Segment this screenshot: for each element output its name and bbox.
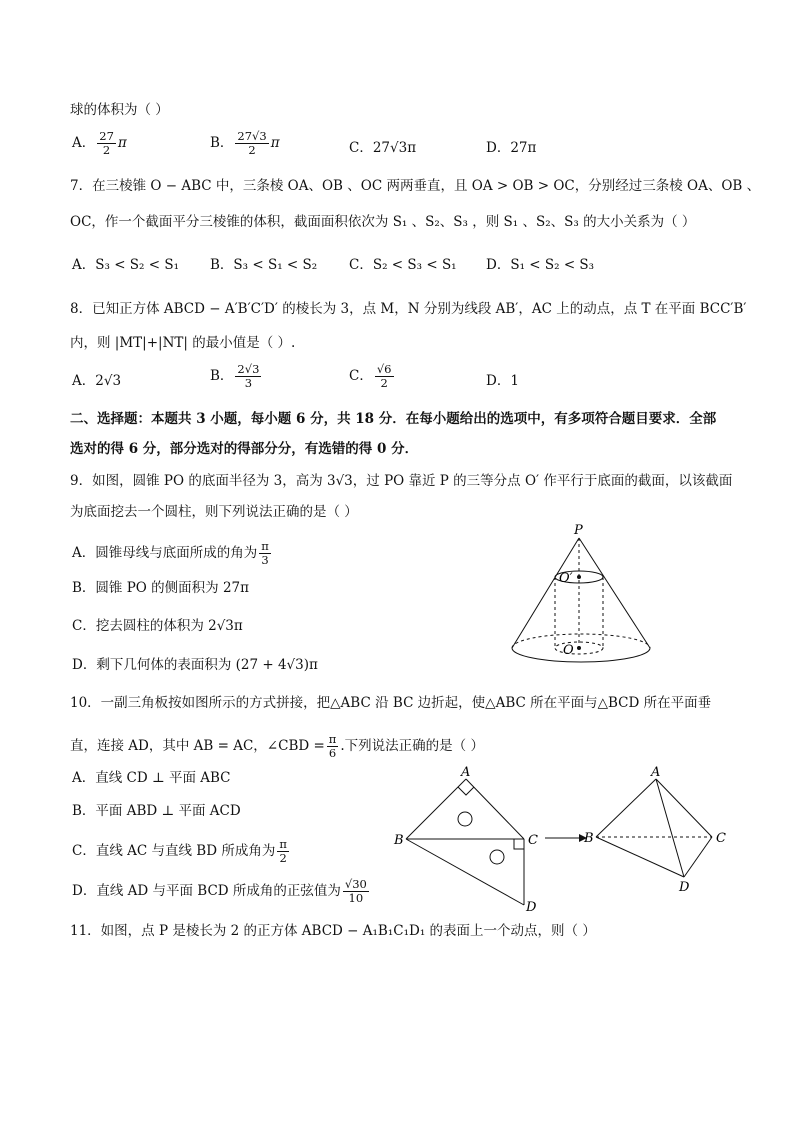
q6-option-a: A． $\frac{27}{2}$ π: [72, 129, 127, 157]
q10-option-a: A．直线 CD ⊥ 平面 ABC: [72, 770, 231, 786]
q6-tail: 球的体积为（ ）: [70, 102, 169, 118]
cone-outline: [512, 538, 650, 662]
q11-line1: 11．如图，点 P 是棱长为 2 的正方体 ABCD − A₁B₁C₁D₁ 的表面上一个动点，则（ ）: [70, 923, 596, 939]
q6-option-c: C．27√3π: [349, 140, 417, 156]
q10-option-d: D．直线 AD 与平面 BCD 所成角的正弦值为 $\frac{√30}{10}$: [72, 877, 367, 905]
q9-line2: 为底面挖去一个圆柱，则下列说法正确的是（ ）: [70, 504, 358, 520]
q7-line2: OC，作一个截面平分三棱锥的体积，截面面积依次为 S₁ 、S₂、S₃ ，则 S₁ 、S₂、S₃ 的大小关系为（ ）: [70, 214, 696, 230]
tet-label-c: C: [716, 831, 726, 846]
q10-line2: 直，连接 AD，其中 AB = AC，∠CBD = $\frac{\pi}{6}$ .下列说法正确的是（ ）: [70, 732, 484, 760]
q8-line1: 8．已知正方体 ABCD − A′B′C′D′ 的棱长为 3，点 M，N 分别为线段 AB′，AC 上的动点，点 T 在平面 BCC′B′: [70, 301, 747, 317]
flat-label-c: C: [528, 833, 538, 848]
fold-arrow-icon: [545, 832, 587, 844]
q6-option-b: B． $\frac{27√3}{2}$ π: [210, 129, 280, 157]
q9-option-d: D．剩下几何体的表面积为 (27 + 4√3)π: [72, 657, 318, 673]
label-o-prime: O′: [559, 571, 573, 586]
flat-label-d: D: [526, 900, 537, 915]
q9-option-b: B．圆锥 PO 的侧面积为 27π: [72, 580, 249, 596]
cylinder-outline: [555, 538, 603, 654]
tet-label-d: D: [679, 880, 690, 895]
tetrahedron-figure: [582, 765, 732, 897]
cone-figure: [500, 520, 670, 680]
tet-label-b: B: [584, 831, 594, 846]
top-center-dot: [577, 575, 581, 579]
q7-line1: 7．在三棱锥 O − ABC 中，三条棱 OA、OB 、OC 两两垂直，且 OA > OB > OC，分别经过三条棱 OA、OB 、: [70, 178, 761, 194]
flat-label-a: A: [461, 765, 471, 780]
q10-option-b: B．平面 ABD ⊥ 平面 ACD: [72, 803, 241, 819]
q8-option-d: D．1: [486, 373, 519, 389]
q7-option-a: A．S₃ < S₂ < S₁: [72, 257, 180, 273]
tet-label-a: A: [651, 765, 661, 780]
q7-option-b: B．S₃ < S₁ < S₂: [210, 257, 318, 273]
q9-option-a: A．圆锥母线与底面所成的角为 $\frac{\pi}{3}$: [72, 539, 269, 567]
bottom-center-dot: [577, 646, 581, 650]
q9-line1: 9．如图，圆锥 PO 的底面半径为 3，高为 3√3，过 PO 靠近 P 的三等分点 O′ 作平行于底面的截面，以该截面: [70, 473, 733, 489]
q8-option-c: C． $\frac{√6}{2}$: [349, 362, 392, 390]
section2-line1: 二、选择题：本题共 3 小题，每小题 6 分，共 18 分．在每小题给出的选项中，有多项符合题目要求．全部: [70, 411, 717, 427]
q10-line1: 10．一副三角板按如图所示的方式拼接，把△ABC 沿 BC 边折起，使△ABC 所在平面与△BCD 所在平面垂: [70, 695, 712, 711]
label-o: O: [563, 643, 574, 658]
q8-option-a: A．2√3: [72, 373, 122, 389]
q10-option-c: C．直线 AC 与直线 BD 所成角为 $\frac{\pi}{2}$: [72, 837, 287, 865]
section2-line2: 选对的得 6 分，部分选对的得部分分，有选错的得 0 分．: [70, 441, 419, 457]
q6-option-d: D．27π: [486, 140, 537, 156]
q7-option-d: D．S₁ < S₂ < S₃: [486, 257, 595, 273]
q7-option-c: C．S₂ < S₃ < S₁: [349, 257, 457, 273]
triangle-board-flat: [390, 765, 550, 915]
flat-label-b: B: [394, 833, 404, 848]
q9-option-c: C．挖去圆柱的体积为 2√3π: [72, 618, 243, 634]
label-p: P: [574, 523, 583, 538]
q8-option-b: B． $\frac{2√3}{3}$: [210, 362, 260, 390]
q8-line2: 内，则 |MT|+|NT| 的最小值是（ ）.: [70, 335, 296, 351]
